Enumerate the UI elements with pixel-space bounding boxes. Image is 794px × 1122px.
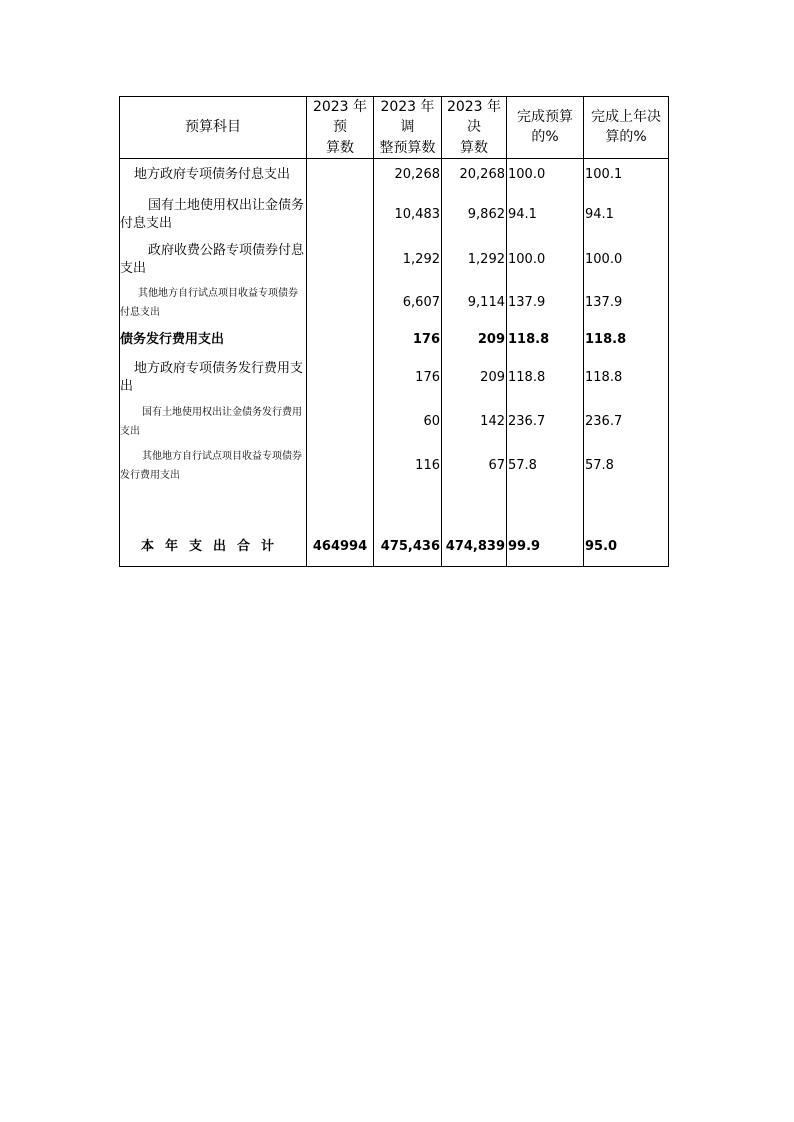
row-budget (307, 158, 374, 192)
header-adjusted-line2: 整预算数 (379, 139, 436, 156)
total-pct-budget: 99.9 (507, 528, 584, 566)
row-budget (307, 192, 374, 238)
row-pct-budget: 236.7 (507, 400, 584, 444)
table-row (120, 282, 669, 324)
row-subject (120, 282, 307, 324)
row-subject-label: 其他地方自行试点项目收益专项债券付息支出 (120, 288, 298, 319)
total-final: 474,839 (442, 528, 507, 566)
header-budget (307, 97, 374, 159)
total-adjusted: 475,436 (374, 528, 442, 566)
row-pct-lastyear: 94.1 (584, 192, 669, 238)
row-adjusted: 20,268 (374, 158, 442, 192)
row-subject: 债务发行费用支出 (120, 324, 307, 356)
table-row-spacer (120, 488, 669, 528)
row-pct-lastyear: 118.8 (584, 324, 669, 356)
row-subject (120, 192, 307, 238)
row-pct-budget: 94.1 (507, 192, 584, 238)
spacer-cell (374, 488, 442, 528)
total-label: 本年支出合计 (120, 528, 307, 566)
row-adjusted: 60 (374, 400, 442, 444)
row-pct-lastyear: 118.8 (584, 356, 669, 400)
row-pct-lastyear: 57.8 (584, 444, 669, 488)
row-final: 9,862 (442, 192, 507, 238)
row-subject (120, 238, 307, 282)
row-pct-lastyear: 137.9 (584, 282, 669, 324)
row-pct-lastyear: 236.7 (584, 400, 669, 444)
row-pct-budget: 57.8 (507, 444, 584, 488)
budget-table (119, 96, 669, 567)
header-budget-line2: 算数 (326, 139, 354, 156)
header-pct-budget (507, 97, 584, 159)
row-pct-budget: 118.8 (507, 324, 584, 356)
row-adjusted: 6,607 (374, 282, 442, 324)
row-final: 142 (442, 400, 507, 444)
spacer-cell (307, 488, 374, 528)
row-subject-label: 其他地方自行试点项目收益专项债券发行费用支出 (120, 451, 302, 482)
row-adjusted: 10,483 (374, 192, 442, 238)
header-adjusted (374, 97, 442, 159)
row-subject (120, 444, 307, 488)
table-row (120, 324, 669, 356)
table-row (120, 158, 669, 192)
spacer-cell (507, 488, 584, 528)
spacer-cell (120, 488, 307, 528)
table-row (120, 400, 669, 444)
row-budget (307, 282, 374, 324)
row-budget (307, 238, 374, 282)
header-budget-line1: 2023 年预 (312, 99, 368, 136)
row-pct-budget: 118.8 (507, 356, 584, 400)
total-budget: 464994 (307, 528, 374, 566)
header-adjusted-line1: 2023 年调 (380, 99, 435, 136)
row-final: 209 (442, 324, 507, 356)
row-budget (307, 400, 374, 444)
row-adjusted: 176 (374, 356, 442, 400)
row-subject: 地方政府专项债务付息支出 (120, 158, 307, 192)
header-pct-lastyear-line2: 算的% (605, 129, 647, 146)
row-subject-label: 国有土地使用权出让金债务付息支出 (120, 197, 305, 232)
row-final: 67 (442, 444, 507, 488)
row-pct-budget: 100.0 (507, 238, 584, 282)
row-adjusted: 116 (374, 444, 442, 488)
header-row (120, 97, 669, 159)
spacer-cell (584, 488, 669, 528)
total-pct-lastyear: 95.0 (584, 528, 669, 566)
row-budget (307, 356, 374, 400)
row-subject-label: 地方政府专项债务发行费用支出 (120, 360, 304, 395)
spacer-cell (442, 488, 507, 528)
row-final: 20,268 (442, 158, 507, 192)
header-subject-label: 预算科目 (185, 119, 241, 136)
table-row (120, 356, 669, 400)
row-subject-label: 国有土地使用权出让金债务发行费用支出 (120, 407, 302, 438)
table-row (120, 238, 669, 282)
header-pct-budget-line2: 的% (531, 129, 559, 146)
header-pct-budget-line1: 完成预算 (517, 109, 573, 126)
total-row (120, 528, 669, 566)
table-row (120, 444, 669, 488)
row-final: 1,292 (442, 238, 507, 282)
header-pct-lastyear (584, 97, 669, 159)
row-final: 209 (442, 356, 507, 400)
row-budget (307, 324, 374, 356)
row-subject (120, 356, 307, 400)
header-final (442, 97, 507, 159)
header-final-line2: 算数 (460, 139, 488, 156)
row-subject (120, 400, 307, 444)
row-subject-label: 政府收费公路专项债券付息支出 (120, 242, 305, 277)
row-adjusted: 1,292 (374, 238, 442, 282)
header-subject (120, 97, 307, 159)
row-pct-budget: 100.0 (507, 158, 584, 192)
header-final-line1: 2023 年决 (446, 99, 502, 136)
row-adjusted: 176 (374, 324, 442, 356)
header-pct-lastyear-line1: 完成上年决 (591, 109, 661, 126)
row-pct-lastyear: 100.1 (584, 158, 669, 192)
row-pct-lastyear: 100.0 (584, 238, 669, 282)
row-budget (307, 444, 374, 488)
row-final: 9,114 (442, 282, 507, 324)
row-pct-budget: 137.9 (507, 282, 584, 324)
table-row (120, 192, 669, 238)
